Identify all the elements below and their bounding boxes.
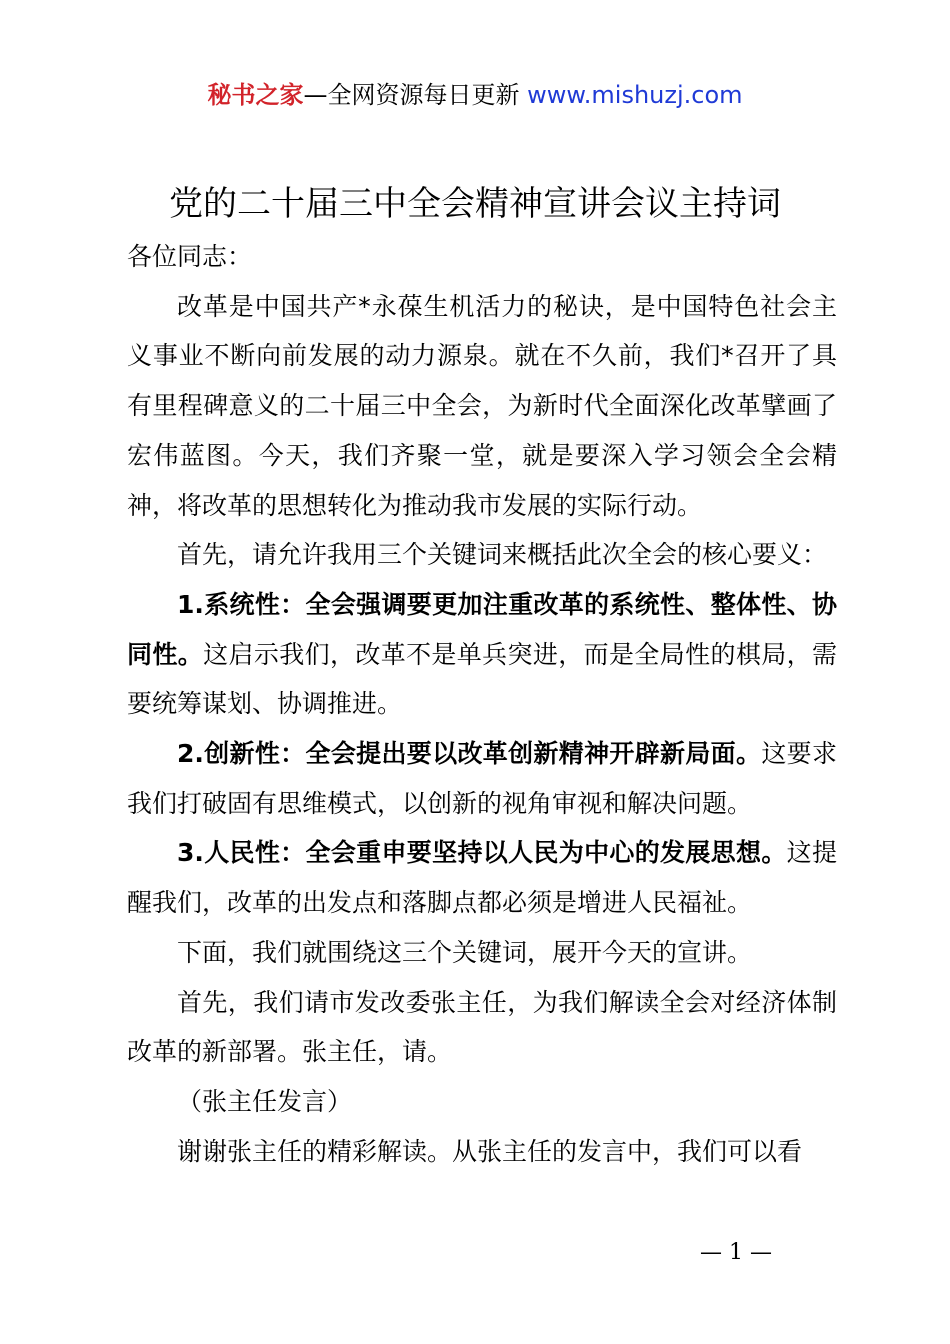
keyword-innovative-heading: 2.创新性：全会提出要以改革创新精神开辟新局面。 <box>177 739 762 769</box>
keyword-innovative-text: 这要求我们打破固有思维模式，以创新的视角审视和解决问题。 <box>127 739 837 818</box>
document-body <box>127 232 837 1176</box>
paragraph-intro: 改革是中国共产*永葆生机活力的秘诀，是中国特色社会主义事业不断向前发展的动力源泉。就在不久前，我们*召开了具有里程碑意义的二十届三中全会，为新时代全面深化改革擘画了宏伟蓝图。今天，我们齐聚一堂，就是要深入学习领会全会精神，将改革的思想转化为推动我市发展的实际行动。 <box>127 291 837 520</box>
site-brand: 秘书之家 <box>207 81 304 109</box>
paragraph-transition: 下面，我们就围绕这三个关键词，展开今天的宣讲。 <box>177 937 753 967</box>
paragraph-keywords-lead: 首先，请允许我用三个关键词来概括此次全会的核心要义： <box>177 540 828 570</box>
keyword-innovative <box>127 729 837 828</box>
keyword-systematic-heading: 1.系统性：全会强调要更加注重改革的系统性、整体性、协同性。 <box>127 589 837 669</box>
paragraph-speaker-note: （张主任发言） <box>177 1086 353 1116</box>
paragraph-first-speaker: 首先，我们请市发改委张主任，为我们解读全会对经济体制改革的新部署。张主任，请。 <box>127 987 837 1067</box>
site-url[interactable]: www.mishuzj.com <box>527 81 743 109</box>
site-tagline: —全网资源每日更新 <box>303 81 520 109</box>
keyword-systematic <box>127 580 837 729</box>
document-title: 党的二十届三中全会精神宣讲会议主持词 <box>169 184 781 224</box>
keyword-people-heading: 3.人民性：全会重申要坚持以人民为中心的发展思想。 <box>177 838 787 868</box>
paragraph-thanks: 谢谢张主任的精彩解读。从张主任的发言中，我们可以看 <box>177 1136 803 1166</box>
keyword-people <box>127 828 837 927</box>
page-number: — 1 — <box>700 1240 772 1265</box>
keyword-systematic-text: 这启示我们，改革不是单兵突进，而是全局性的棋局，需要统筹谋划、协调推进。 <box>127 639 837 719</box>
keyword-people-text: 这提醒我们，改革的出发点和落脚点都必须是增进人民福祉。 <box>127 838 837 918</box>
site-header <box>0 78 950 112</box>
salutation: 各位同志： <box>127 242 253 271</box>
